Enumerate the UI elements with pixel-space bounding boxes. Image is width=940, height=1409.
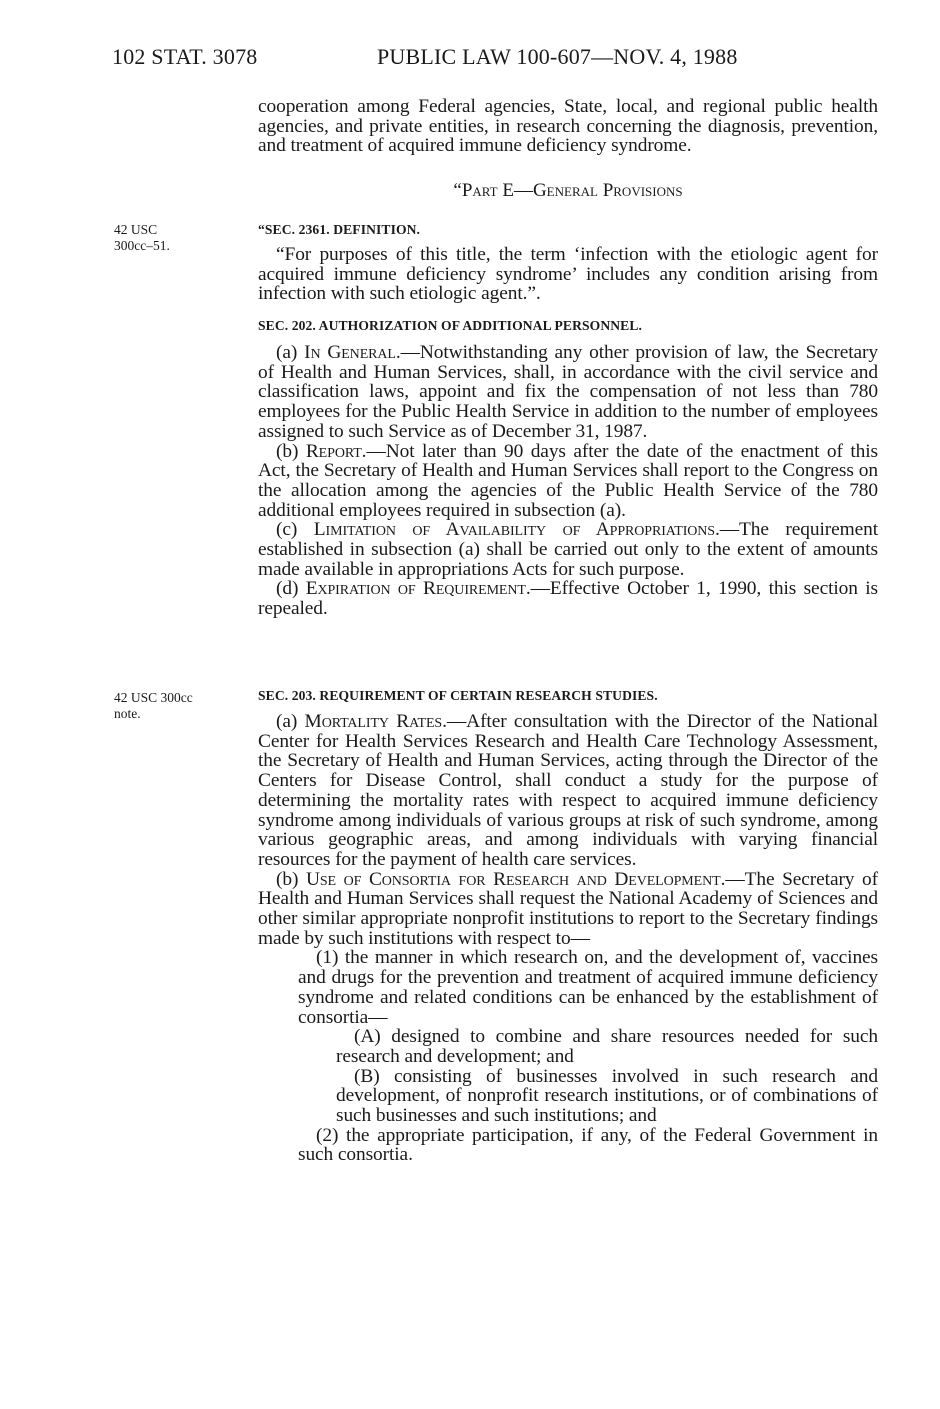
- intro-paragraph: cooperation among Federal agencies, State, local, and regional public health agencies, and private entities, in research concerning the diagnosis, prevention, and treatment of acquired immune deficiency syndrome.: [258, 96, 878, 157]
- subsection-label: Report.: [305, 440, 367, 462]
- subsection-label: Mortality Rates.: [304, 711, 447, 732]
- sec-202-body: [258, 343, 878, 619]
- subsection-text: —The Secretary of Health and Human Services shall request the National Academy of Sciences and other similar appropriate nonprofit institutions to report to the Secretary findings made by such institutions with respect to—: [258, 868, 878, 949]
- sec-2361-heading-block: [258, 222, 878, 238]
- subsection-prefix: (c): [276, 519, 314, 541]
- section-heading: SEC. 203. REQUIREMENT OF CERTAIN RESEARCH STUDIES.: [258, 688, 658, 703]
- margin-note-usc-300cc-note: [114, 690, 193, 722]
- subsection-prefix: (d): [276, 578, 306, 600]
- subsection-text: —After consultation with the Director of the National Center for Health Services Research and Health Care Technology Assessment, the Secretary of Health and Human Services, acting through the Director of the Centers for Disease Control, shall conduct a study for the purpose of determining the mortality rates with respect to acquired immune deficiency syndrome among individuals of various groups at risk of such syndrome, among various geographic areas, and among individuals with varying financial resources for the payment of health care services.: [258, 711, 878, 870]
- running-title: PUBLIC LAW 100-607—NOV. 4, 1988: [377, 44, 738, 69]
- subsection-text: —The requirement established in subsection (a) shall be carried out only to the extent of amounts made available in appropriations Acts for such purpose.: [258, 519, 879, 580]
- subsection-text: —Notwithstanding any other provision of law, the Secretary of Health and Human Services, shall, in accordance with the civil service and classification laws, appoint and fix the compensation of not less than 780 employees for the Public Health Service in addition to the number of employees assigned to such Service as of December 31, 1987.: [258, 342, 878, 442]
- section-heading: “SEC. 2361. DEFINITION.: [258, 222, 421, 237]
- section-heading: SEC. 202. AUTHORIZATION OF ADDITIONAL PERSONNEL.: [258, 318, 642, 333]
- subsection-label: In General.: [304, 342, 401, 363]
- sec-203-body: [258, 712, 878, 1165]
- subsection-d: [258, 579, 878, 618]
- subsection-prefix: (a): [276, 711, 305, 732]
- subsection-label: Use of Consortia for Research and Development.: [305, 868, 726, 890]
- subsection-c: [258, 520, 878, 579]
- statute-page-number: 102 STAT. 3078: [112, 44, 258, 69]
- subparagraph-b: (B) consisting of businesses involved in such research and development, of nonprofit research institutions, or of combinations of such businesses and such institutions; and: [336, 1065, 878, 1127]
- sec-2361-body: [258, 245, 878, 304]
- part-heading: [258, 180, 878, 202]
- intro-block: [258, 97, 878, 156]
- subsection-prefix: (b): [276, 440, 306, 462]
- definition-paragraph: “For purposes of this title, the term ‘infection with the etiologic agent for acquired immune deficiency syndrome’ includes any condition arising from infection with such etiologic agent.”.: [258, 244, 878, 305]
- margin-note-line: 42 USC 300cc: [114, 690, 193, 705]
- subsection-label: Expiration of Requirement.: [305, 578, 531, 600]
- sec-202-heading-block: [258, 318, 878, 334]
- sec-203-heading-block: [258, 688, 878, 704]
- subsection-text: —Effective October 1, 1990, this section is repealed.: [258, 578, 878, 620]
- subsection-text: —Not later than 90 days after the date of the enactment of this Act, the Secretary of Health and Human Services shall report to the Congress on the allocation among the agencies of the Public Health Service of the 780 additional employees required in subsection (a).: [258, 440, 879, 521]
- subsection-prefix: (b): [276, 868, 306, 890]
- part-heading-label: Part E—General Provisions: [461, 180, 683, 201]
- subsection-a: [258, 343, 878, 442]
- margin-note-line: 300cc–51.: [114, 238, 170, 253]
- paragraph-1: (1) the manner in which research on, and the development of, vaccines and drugs for the prevention and treatment of acquired immune deficiency syndrome and related conditions can be enhanced by the establishment of consortia—: [298, 947, 878, 1028]
- page-header: [112, 44, 882, 74]
- subsection-label: Limitation of Availability of Appropriations.: [313, 519, 720, 541]
- subsection-b: [258, 442, 878, 521]
- subsection-a: [258, 712, 878, 870]
- margin-note-usc-300cc-51: [114, 222, 170, 254]
- margin-note-line: note.: [114, 706, 141, 721]
- margin-note-line: 42 USC: [114, 222, 158, 237]
- part-heading-quote: “: [453, 180, 462, 201]
- subsection-prefix: (a): [276, 342, 305, 363]
- subparagraph-a: (A) designed to combine and share resources needed for such research and development; and: [336, 1026, 878, 1067]
- paragraph-2: (2) the appropriate participation, if any, of the Federal Government in such consortia.: [298, 1124, 878, 1166]
- subsection-b: [258, 870, 878, 949]
- part-e-block: [258, 180, 878, 202]
